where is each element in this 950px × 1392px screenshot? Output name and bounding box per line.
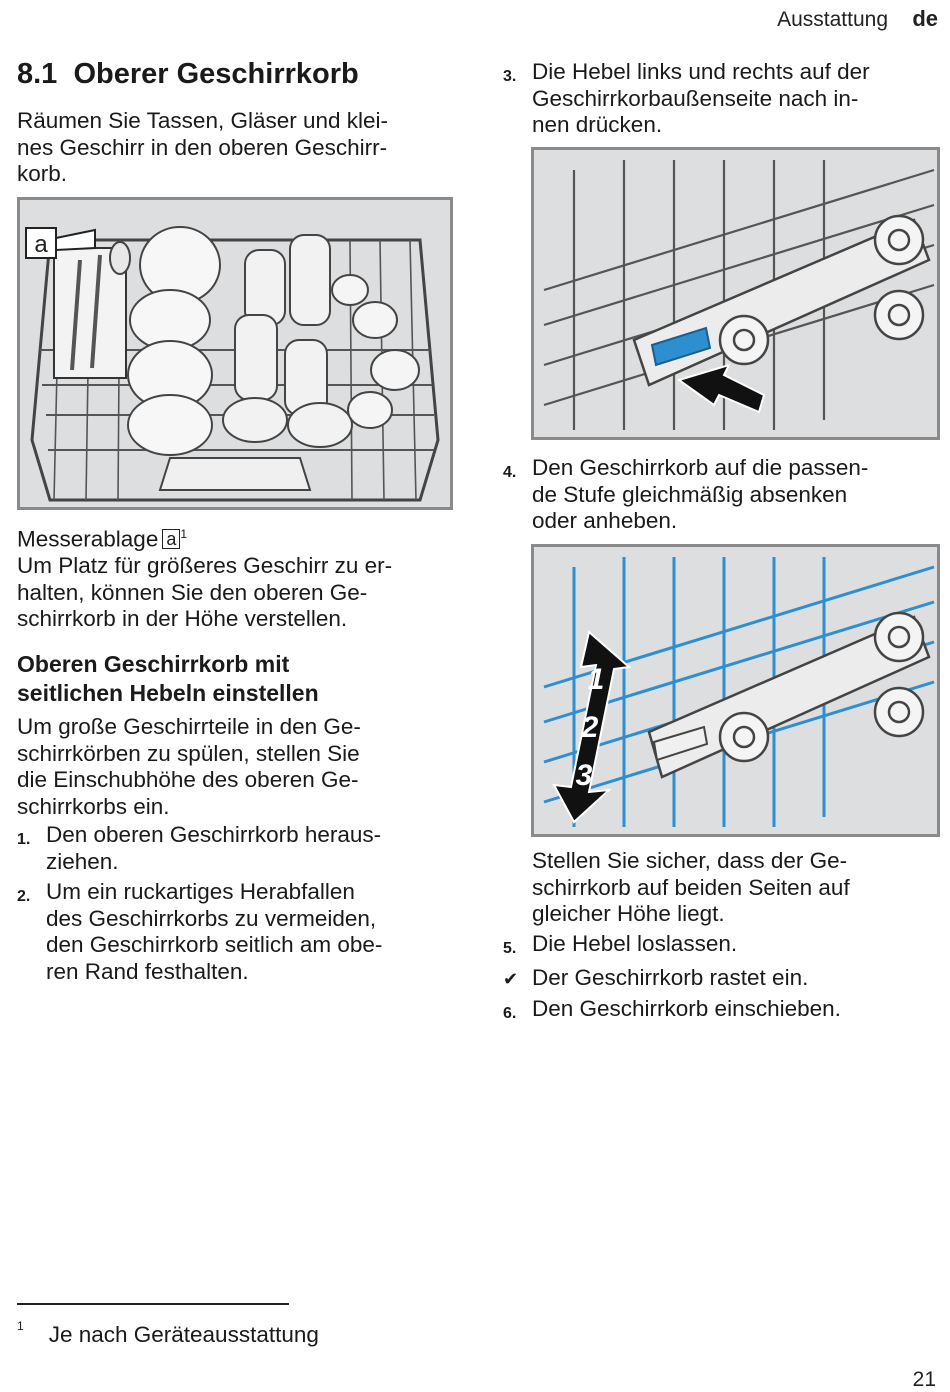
page-number: 21 xyxy=(912,1368,936,1391)
ensure-paragraph: Stellen Sie sicher, dass der Ge- schirrkorb auf beiden Seiten auf gleicher Höhe liegt. xyxy=(532,848,850,926)
figure-height-levels xyxy=(531,544,940,837)
step-4 xyxy=(503,455,943,535)
step-number: 5. xyxy=(503,940,517,957)
messerablage-caption xyxy=(17,521,187,553)
step-5 xyxy=(503,931,943,963)
sub-intro-paragraph: Um große Geschirrteile in den Ge- schirrkörben zu spülen, stellen Sie die Einschubhöhe des oberen Ge- schirrkorbs ein. xyxy=(17,714,361,819)
step-number: 2. xyxy=(17,888,31,905)
step-number: 1. xyxy=(17,831,31,848)
step-text: Den Geschirrkorb einschieben. xyxy=(532,996,841,1021)
lever-press-illustration xyxy=(534,150,937,437)
step-number: 3. xyxy=(503,68,517,85)
step-number: 6. xyxy=(503,1005,517,1022)
check-icon: ✔ xyxy=(503,969,519,989)
figure-upper-basket xyxy=(17,197,453,510)
step-2 xyxy=(17,879,457,985)
level-label-2: 2 xyxy=(581,711,599,744)
step-text: Die Hebel loslassen. xyxy=(532,931,738,956)
step-text: Den Geschirrkorb auf die passen- de Stufe gleichmäßig absenken oder anheben. xyxy=(532,455,869,533)
step-3 xyxy=(503,59,943,139)
section-title: Oberer Geschirrkorb xyxy=(73,58,359,90)
footnote xyxy=(17,1318,319,1348)
intro-paragraph: Räumen Sie Tassen, Gläser und klei- nes Geschirr in den oberen Geschirr- korb. xyxy=(17,108,389,186)
adjust-paragraph: Um Platz für größeres Geschirr zu er- halten, können Sie den oberen Ge- schirrkorb in der Höhe verstellen. xyxy=(17,553,393,631)
footnote-number: 1 xyxy=(17,1318,24,1333)
level-label-3: 3 xyxy=(575,759,593,792)
running-header-language: de xyxy=(912,6,938,31)
messerablage-label: Messerablage xyxy=(17,526,159,552)
step-number: 4. xyxy=(503,464,517,481)
step-text: Die Hebel links und rechts auf der Geschirrkorbaußenseite nach in- nen drücken. xyxy=(532,59,870,137)
level-label-1: 1 xyxy=(587,663,605,696)
running-header-section: Ausstattung xyxy=(777,8,888,31)
footnote-text: Je nach Geräteausstattung xyxy=(48,1322,319,1347)
result-line xyxy=(503,965,943,993)
section-heading xyxy=(17,58,359,91)
figure-callout-a: a xyxy=(34,231,48,258)
result-text: Der Geschirrkorb rastet ein. xyxy=(532,965,809,990)
upper-basket-illustration xyxy=(20,200,450,507)
footnote-divider xyxy=(17,1303,289,1305)
step-1 xyxy=(17,822,457,875)
step-6 xyxy=(503,996,943,1028)
footnote-reference: 1 xyxy=(180,527,188,541)
step-text: Den oberen Geschirrkorb heraus- ziehen. xyxy=(46,822,382,874)
messerablage-marker: a xyxy=(162,529,180,549)
section-number: 8.1 xyxy=(17,58,58,90)
subheading: Oberen Geschirrkorb mit seitlichen Hebeln einstellen xyxy=(17,651,319,706)
figure-lever-press xyxy=(531,147,940,440)
height-levels-illustration xyxy=(534,547,937,834)
step-text: Um ein ruckartiges Herabfallen des Geschirrkorbs zu vermeiden, den Geschirrkorb seitlich am obe- ren Rand festhalten. xyxy=(46,879,383,984)
